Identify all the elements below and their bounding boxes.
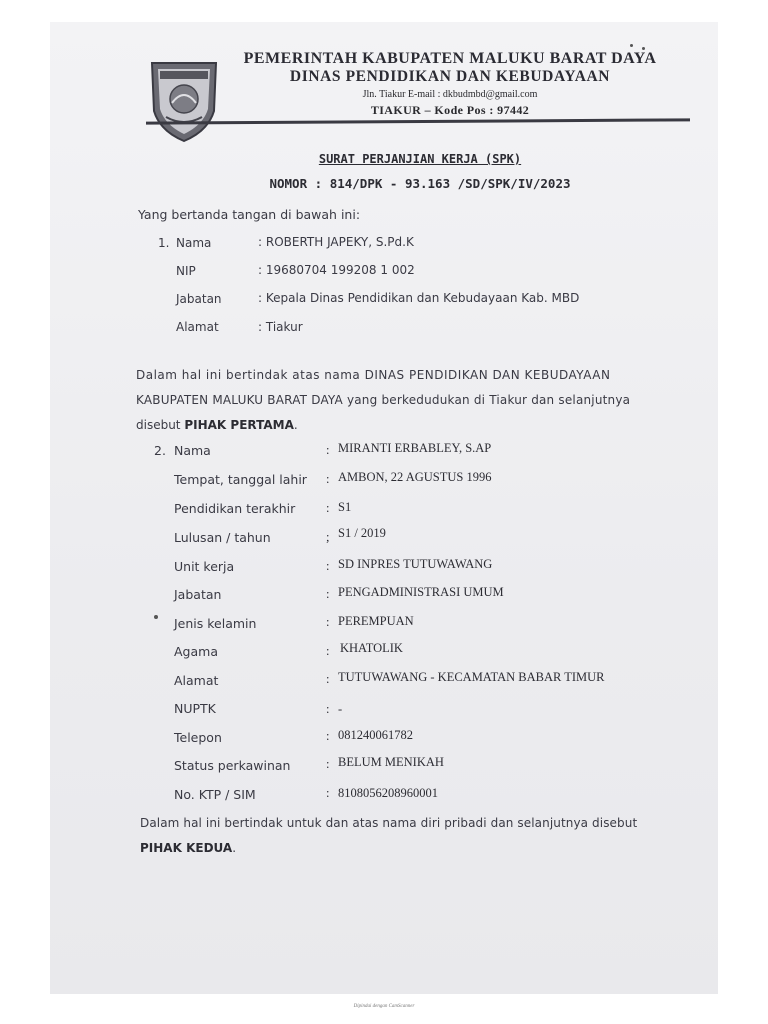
party-one-label: Alamat — [176, 320, 219, 334]
party-two-colon: : — [326, 559, 330, 573]
party-two-label: Alamat — [174, 673, 219, 688]
party-one-label: NIP — [176, 264, 196, 278]
letterhead-agency: DINAS PENDIDIKAN DAN KEBUDAYAAN — [289, 68, 611, 85]
party-one-value: : Kepala Dinas Pendidikan dan Kebudayaan Kab. MBD — [258, 291, 580, 305]
paragraph-line — [140, 836, 710, 861]
party-one-value: : ROBERTH JAPEKY, S.Pd.K — [258, 235, 414, 249]
party-two-colon: : — [326, 587, 330, 601]
party-two-label: Nama — [174, 443, 211, 458]
party-two-value: SD INPRES TUTUWAWANG — [338, 557, 493, 571]
party-two-value: S1 / 2019 — [338, 526, 386, 540]
party-one-label: Nama — [176, 236, 212, 250]
party-two-value: BELUM MENIKAH — [338, 755, 444, 769]
contract-heading: SURAT PERJANJIAN KERJA (SPK) — [318, 152, 522, 166]
party-two-label: Agama — [174, 644, 218, 659]
party-two-label: Jenis kelamin — [174, 616, 257, 631]
party-two-colon: : — [326, 615, 330, 629]
letterhead-postal: TIAKUR – Kode Pos : 97442 — [370, 103, 530, 117]
paragraph-line: Dalam hal ini bertindak untuk dan atas nama diri pribadi dan selanjutnya disebut — [140, 816, 638, 830]
party-one-designation: PIHAK PERTAMA — [184, 418, 294, 432]
paragraph-text: disebut — [136, 418, 185, 432]
party-one-number: 1. — [158, 236, 170, 250]
party-two-colon: : — [326, 644, 330, 658]
document-page — [50, 22, 718, 994]
paragraph-line: KABUPATEN MALUKU BARAT DAYA yang berkedudukan di Tiakur dan selanjutnya — [136, 393, 631, 407]
party-two-label: Lulusan / tahun — [174, 530, 271, 545]
paragraph-text: . — [232, 841, 237, 855]
party-two-colon: : — [326, 501, 330, 515]
paragraph-text: . — [293, 418, 298, 432]
party-two-colon: : — [326, 786, 330, 800]
party-two-label: Status perkawinan — [174, 758, 291, 773]
party-two-value: S1 — [338, 500, 352, 514]
party-two-value: - — [338, 702, 343, 716]
party-two-value: PENGADMINISTRASI UMUM — [338, 585, 504, 599]
scanner-watermark: Dipindai dengan CamScanner — [353, 1004, 415, 1009]
party-two-colon: ; — [326, 530, 330, 544]
party-two-value: MIRANTI ERBABLEY, S.AP — [338, 441, 492, 455]
party-two-number: 2. — [154, 443, 166, 458]
party-two-colon: : — [326, 672, 330, 686]
document-title — [150, 152, 690, 191]
party-one-paragraph — [136, 363, 706, 438]
party-two-value: AMBON, 22 AGUSTUS 1996 — [338, 470, 492, 484]
party-two-value: KHATOLIK — [340, 641, 403, 655]
party-two-label: Jabatan — [174, 587, 222, 602]
party-two-colon: : — [326, 729, 330, 743]
party-two-label: No. KTP / SIM — [174, 787, 256, 802]
party-one-value: : Tiakur — [258, 320, 303, 334]
letterhead-rule — [146, 118, 690, 124]
party-two-value: PEREMPUAN — [338, 614, 414, 628]
intro-text: Yang bertanda tangan di bawah ini: — [138, 207, 361, 222]
party-two-paragraph — [140, 811, 710, 861]
letterhead — [200, 50, 700, 118]
contract-number: NOMOR : 814/DPK - 93.163 /SD/SPK/IV/2023 — [269, 176, 571, 191]
party-two-label: Tempat, tanggal lahir — [174, 472, 307, 487]
party-two-colon: : — [326, 702, 330, 716]
party-two-value: TUTUWAWANG - KECAMATAN BABAR TIMUR — [338, 670, 605, 684]
party-one-label: Jabatan — [176, 292, 222, 306]
party-two-label: Unit kerja — [174, 559, 235, 574]
party-two-value: 8108056208960001 — [338, 786, 438, 800]
party-two-designation: PIHAK KEDUA — [140, 841, 233, 855]
letterhead-government: PEMERINTAH KABUPATEN MALUKU BARAT DAYA — [243, 50, 657, 67]
party-two-colon: : — [326, 757, 330, 771]
party-two-label: Pendidikan terakhir — [174, 501, 296, 516]
party-two-colon: : — [326, 443, 330, 457]
letterhead-address: Jln. Tiakur E-mail : dkbudmbd@gmail.com — [362, 89, 538, 100]
paragraph-line — [136, 413, 706, 438]
party-two-label: NUPTK — [174, 701, 216, 716]
speck — [154, 615, 158, 619]
speck — [630, 44, 633, 47]
party-two-colon: : — [326, 472, 330, 486]
paragraph-line: Dalam hal ini bertindak atas nama DINAS PENDIDIKAN DAN KEBUDAYAAN — [136, 368, 611, 382]
party-two-label: Telepon — [174, 730, 222, 745]
party-one-value: : 19680704 199208 1 002 — [258, 263, 415, 277]
party-two-value: 081240061782 — [338, 728, 413, 742]
